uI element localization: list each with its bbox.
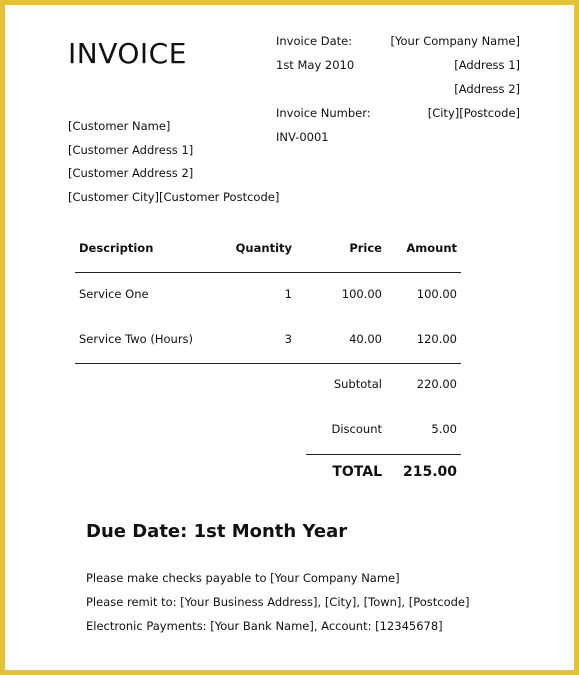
- row-1-price: 100.00: [341, 287, 382, 301]
- row-1-amount: 100.00: [416, 287, 457, 301]
- invoice-date-value: 1st May 2010: [276, 58, 355, 72]
- payment-note-electronic: Electronic Payments: [Your Bank Name], Account: [12345678]: [86, 619, 443, 633]
- discount-label: Discount: [331, 422, 382, 436]
- subtotal-label: Subtotal: [333, 377, 382, 391]
- row-2-amount: 120.00: [416, 332, 457, 346]
- row-2-price: 40.00: [349, 332, 382, 346]
- invoice-date-label: Invoice Date:: [276, 34, 353, 48]
- invoice-number-label: Invoice Number:: [276, 106, 371, 120]
- payment-note-remit: Please remit to: [Your Business Address], [City], [Town], [Postcode]: [86, 595, 470, 609]
- header-description: Description: [79, 241, 154, 255]
- subtotal-value: 220.00: [416, 377, 457, 391]
- header-amount: Amount: [406, 241, 457, 255]
- payment-note-checks: Please make checks payable to [Your Company Name]: [86, 571, 400, 585]
- company-city-postcode: [City][Postcode]: [427, 106, 520, 120]
- company-address-2: [Address 2]: [454, 82, 520, 96]
- customer-name: [Customer Name]: [68, 119, 171, 133]
- table-header-divider: [75, 272, 461, 273]
- customer-address-1: [Customer Address 1]: [68, 143, 194, 157]
- table-body-divider: [75, 363, 461, 364]
- discount-value: 5.00: [431, 422, 457, 436]
- customer-city-postcode: [Customer City][Customer Postcode]: [68, 190, 280, 204]
- total-label: TOTAL: [332, 464, 382, 480]
- row-2-quantity: 3: [284, 332, 292, 346]
- header-quantity: Quantity: [235, 241, 292, 255]
- customer-address-2: [Customer Address 2]: [68, 166, 194, 180]
- row-2-description: Service Two (Hours): [79, 332, 194, 346]
- company-name: [Your Company Name]: [390, 34, 520, 48]
- invoice-page: [5, 5, 574, 670]
- company-address-1: [Address 1]: [454, 58, 520, 72]
- total-value: 215.00: [402, 464, 457, 480]
- invoice-number-value: INV-0001: [276, 130, 329, 144]
- row-1-quantity: 1: [284, 287, 292, 301]
- header-price: Price: [349, 241, 382, 255]
- row-1-description: Service One: [79, 287, 149, 301]
- total-divider: [306, 454, 461, 455]
- invoice-title: INVOICE: [68, 37, 187, 70]
- due-date: Due Date: 1st Month Year: [86, 521, 348, 542]
